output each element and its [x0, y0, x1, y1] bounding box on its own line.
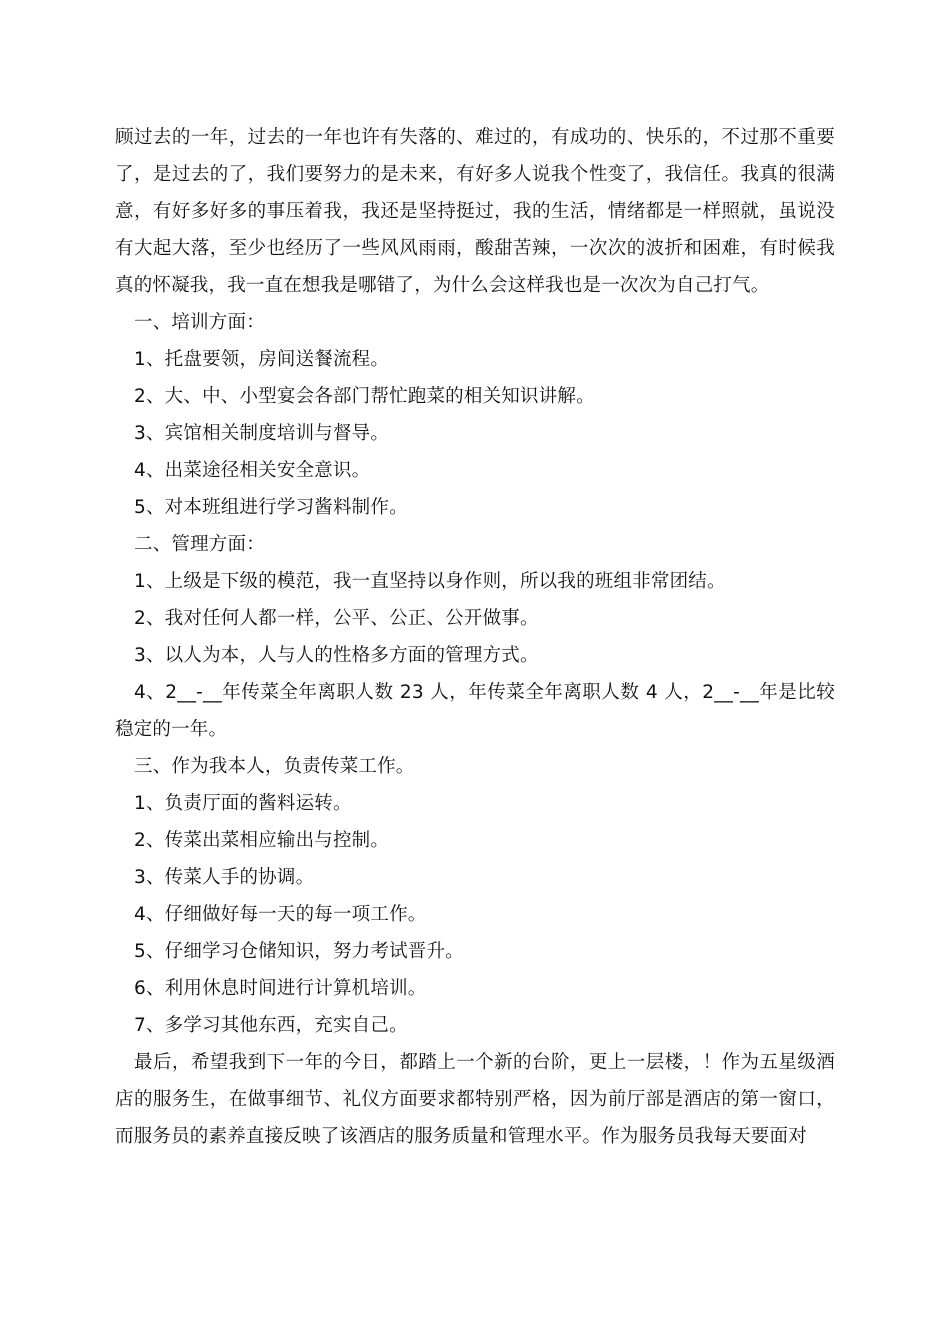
list-item: 5、对本班组进行学习酱料制作。: [134, 497, 408, 518]
list-item: 3、宾馆相关制度培训与督导。: [134, 423, 390, 444]
list-item: 1、托盘要领，房间送餐流程。: [134, 349, 390, 370]
list-item: 4、出菜途径相关安全意识。: [134, 460, 371, 481]
list-item: 4、仔细做好每一天的每一项工作。: [134, 904, 427, 925]
list-item: 2、传菜出菜相应输出与控制。: [134, 830, 390, 851]
list-item: 3、传菜人手的协调。: [134, 867, 315, 888]
intro-paragraph: 顾过去的一年，过去的一年也许有失落的、难过的，有成功的、快乐的，不过那不重要了，是过去的了，我们要努力的是未来，有好多人说我个性变了，我信任。我真的很满意，有好多好多的事压着我，我还是坚持挺过，我的生活，情绪都是一样照就，虽说没有大起大落，至少也经历了一些风风雨雨，酸甜苦辣，一次次的波折和困难，有时候我真的怀凝我，我一直在想我是哪错了，为什么会这样我也是一次次为自己打气。: [115, 127, 835, 296]
list-item: 3、以人为本，人与人的性格多方面的管理方式。: [134, 645, 539, 666]
list-item: 4、2__-__年传菜全年离职人数 23 人，年传菜全年离职人数 4 人，2__-__年是比较稳定的一年。: [115, 682, 835, 740]
list-item: 1、负责厅面的酱料运转。: [134, 793, 352, 814]
document-body: [115, 119, 835, 1155]
section-heading-personal: 三、作为我本人，负责传菜工作。: [134, 756, 415, 777]
list-item: 6、利用休息时间进行计算机培训。: [134, 978, 427, 999]
list-item: 7、多学习其他东西，充实自己。: [134, 1015, 408, 1036]
list-item: 2、我对任何人都一样，公平、公正、公开做事。: [134, 608, 539, 629]
closing-paragraph: 最后，希望我到下一年的今日，都踏上一个新的台阶，更上一层楼，！作为五星级酒店的服务生，在做事细节、礼仪方面要求都特别严格，因为前厅部是酒店的第一窗口，而服务员的素养直接反映了该酒店的服务质量和管理水平。作为服务员我每天要面对: [115, 1052, 835, 1147]
list-item: 1、上级是下级的模范，我一直坚持以身作则，所以我的班组非常团结。: [134, 571, 726, 592]
list-item: 2、大、中、小型宴会各部门帮忙跑菜的相关知识讲解。: [134, 386, 595, 407]
list-item: 5、仔细学习仓储知识，努力考试晋升。: [134, 941, 464, 962]
section-heading-training: 一、培训方面：: [134, 312, 265, 333]
section-heading-management: 二、管理方面：: [134, 534, 265, 555]
